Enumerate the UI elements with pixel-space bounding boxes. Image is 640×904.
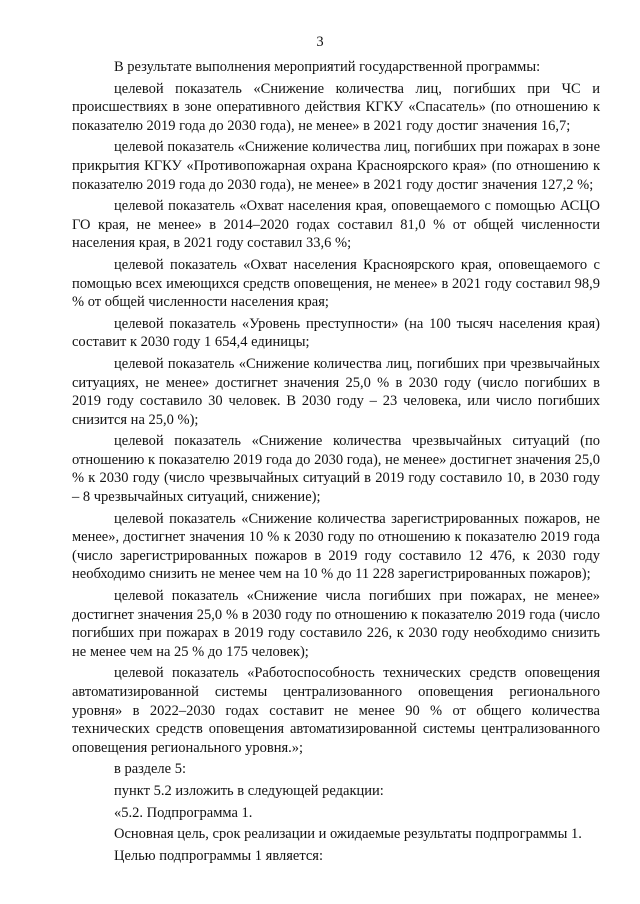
paragraph-indicator-asco-coverage: целевой показатель «Охват населения края, оповещаемого с помощью АСЦО ГО края, не менее» в 2014–2020 годах составил 81,0 % от общей численности населения края, в 2021 году составил 33,6 %; [72,198,600,252]
paragraph-subprogram-1-heading: «5.2. Подпрограмма 1. [114,804,253,821]
paragraph-indicator-warning-system: целевой показатель «Работоспособность технических средств оповещения автоматизированной системы централизованного оповещения регионального уровня» в 2022–2030 годах составит не менее 90 % от общего количества технических средств оповещения автоматизированной системы централизованного оповещения регионального уровня.»; [72,665,600,756]
paragraph-intro: В результате выполнения мероприятий государственной программы: [114,59,541,75]
paragraph-indicator-fire-protection: целевой показатель «Снижение количества лиц, погибших при пожарах в зоне прикрытия КГКУ «Противопожарная охрана Красноярского края» (по отношению к показателю 2019 года до 2030 года), не менее» в 2021 году достиг значения 127,2 %; [72,139,600,193]
paragraph-subprogram-1-aim: Целью подпрограммы 1 является: [114,847,323,864]
paragraph-indicator-crime-level: целевой показатель «Уровень преступности» (на 100 тысяч населения края) составит к 2030 году 1 654,4 единицы; [72,315,600,351]
paragraph-subprogram-1-goals: Основная цель, срок реализации и ожидаемые результаты подпрограммы 1. [114,826,582,843]
paragraph-section-5: в разделе 5: [114,761,187,778]
paragraph-indicator-registered-fires: целевой показатель «Снижение количества зарегистрированных пожаров, не менее», достигнет значения 10 % к 2030 году по отношению к показателю 2019 года (число зарегистрированных пожаров в 2019 году составило 12 476, к 2030 году необходимо снизить не менее чем на 10 % до 11 228 зарегистрированных пожаров); [72,510,600,583]
paragraph-indicator-all-means-coverage: целевой показатель «Охват населения Красноярского края, оповещаемого с помощью всех имеющихся средств оповещения, не менее» в 2021 году составил 98,9 % от общей численности населения края; [72,256,600,311]
document-body [72,58,600,868]
paragraph-indicator-emergencies-count: целевой показатель «Снижение количества чрезвычайных ситуаций (по отношению к показателю 2019 года до 2030 года), не менее» достигнет значения 25,0 % к 2030 году (число чрезвычайных ситуаций в 2019 году составило 10, в 2030 году – 8 чрезвычайных ситуаций, снижение); [72,433,600,506]
paragraph-indicator-fire-deaths: целевой показатель «Снижение числа погибших при пожарах, не менее» достигнет значения 25,0 % в 2030 году по отношению к показателю 2019 года (число погибших при пожарах в 2019 году составило 226, к 2030 году необходимо снизить не менее чем на 25 % до 175 человек); [72,588,600,660]
paragraph-item-5-2: пункт 5.2 изложить в следующей редакции: [114,782,384,799]
paragraph-indicator-spasatel: целевой показатель «Снижение количества лиц, погибших при ЧС и происшествиях в зоне оперативного действия КГКУ «Спасатель» (по отношению к показателю 2019 года до 2030 года), не менее» в 2021 году достиг значения 16,7; [72,80,600,134]
page-number: 3 [316,34,324,50]
paragraph-indicator-emergency-deaths: целевой показатель «Снижение количества лиц, погибших при чрезвычайных ситуациях, не менее» достигнет значения 25,0 % в 2030 году (число погибших в 2019 году составило 30 человек. В 2030 году – 23 человека, или число погибших снизится на 25,0 %); [72,355,600,428]
